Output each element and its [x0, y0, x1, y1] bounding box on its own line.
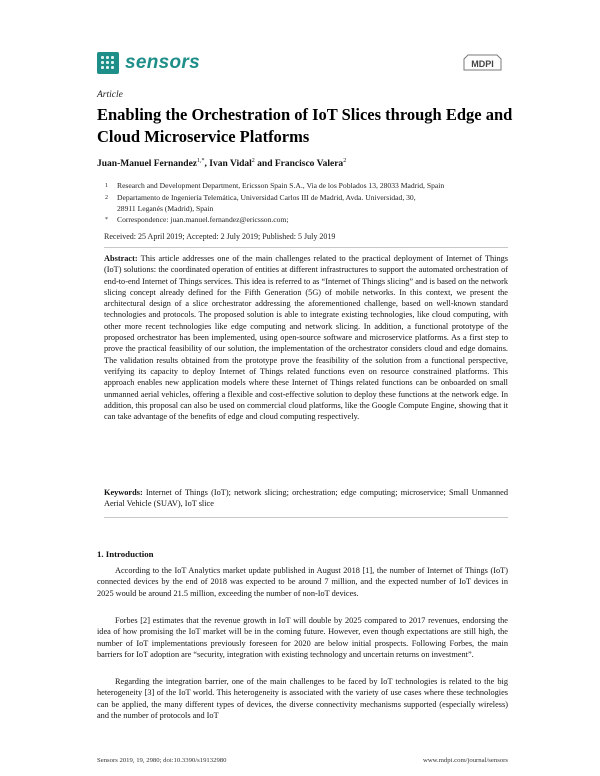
- affiliation-text: Departamento de Ingeniería Telemática, Universidad Carlos III de Madrid, Avda. Universidad, 30,: [117, 193, 416, 202]
- publication-dates: Received: 25 April 2019; Accepted: 2 July 2019; Published: 5 July 2019: [104, 232, 336, 241]
- article-type: Article: [97, 90, 123, 100]
- keywords: [104, 487, 508, 510]
- abstract: [104, 253, 508, 422]
- author-name[interactable]: , Ivan Vidal: [204, 159, 252, 170]
- affiliation-text: Research and Development Department, Ericsson Spain S.A., Via de los Poblados 13, 28033 Madrid, Spain: [117, 181, 445, 190]
- author-name[interactable]: and Francisco Valera: [254, 159, 344, 170]
- body-paragraph: Forbes [2] estimates that the revenue growth in IoT will double by 2025 compared to 2017 revenues, endorsing the idea of how promising the IoT market will be in the coming future. However, even though expectations are still high, the number of IoT implementations previously foreseen for 2020 are below initial prospects. Following Forbes, the main barriers for IoT adoption are “security, integration with existing technology and uncertain returns on investment”.: [97, 616, 508, 659]
- author-affiliation-mark: 2: [251, 158, 255, 164]
- journal-url-link[interactable]: www.mdpi.com/journal/sensors: [422, 757, 508, 764]
- journal-logo-icon: [97, 52, 119, 74]
- affiliation-number: *: [105, 217, 108, 223]
- abstract-text: This article addresses one of the main challenges related to the practical deployment of Internet of Things (IoT) solutions: the coordinated operation of entities at different infrastructures to support the automated orchestration of end-to-end Internet of Things services. This idea is referred to as “Internet of Things slicing” and is based on the network slicing concept already defined for the Fifth Generation (5G) of mobile networks. In this context, we present the architectural design of a slice orchestrator addressing the aforementioned challenge, based on well-known standard technologies and protocols. The proposed solution is able to integrate existing technologies, like cloud computing, with other more recent technologies like edge computing and network slicing. In addition, a functional prototype of the proposed orchestrator has been implemented, using open-source software and microservice platforms. As a first step to prove the practical feasibility of our solution, the implementation of the orchestrator considers cloud and edge domains. The validation results obtained from the prototype prove the feasibility of the solution from a functional perspective, verifying its capacity to deploy Internet of Things related functions even on resource constrained platforms. This approach enables new application models where these Internet of Things related functions can be onboarded on small unmanned aerial vehicles, offering a flexible and cost-effective solution to deploy these functions at the network edge. In addition, this proposal can also be used on commercial cloud platforms, like the Google Compute Engine, showing that it can take advantage of the benefits of edge and cloud computing respectively.: [104, 254, 508, 422]
- keywords-text: Internet of Things (IoT); network slicing; orchestration; edge computing; microservice; Small Unmanned Aerial Vehicle (SUAV), IoT slice: [104, 488, 508, 509]
- author-name[interactable]: Juan-Manuel Fernandez: [97, 159, 198, 170]
- author-list: [97, 158, 346, 169]
- abstract-label: Abstract:: [104, 254, 138, 263]
- citation-footer: Sensors 2019, 19, 2980; doi:10.3390/s19132980: [97, 757, 227, 764]
- mdpi-logo-icon: [462, 52, 503, 72]
- mdpi-logo-text: MDPI: [471, 59, 494, 69]
- journal-name: sensors: [125, 52, 200, 73]
- author-affiliation-mark: 2: [343, 158, 347, 164]
- author-affiliation-mark: 1,*: [197, 158, 205, 164]
- affiliation-number: 1: [105, 183, 108, 189]
- affiliation-text: 28911 Leganés (Madrid), Spain: [117, 204, 214, 213]
- page-title: Enabling the Orchestration of IoT Slices through Edge and Cloud Microservice Platforms: [97, 105, 513, 146]
- correspondence-email-link[interactable]: Correspondence: juan.manuel.fernandez@ericsson.com;: [117, 215, 289, 224]
- affiliation-number: 2: [105, 195, 108, 201]
- body-paragraph: Regarding the integration barrier, one of the main challenges to be faced by IoT technologies is related to the big heterogeneity [3] of the IoT world. This heterogeneity is associated with the variety of use cases where these technologies can be applied, the many different types of devices, the diverse connectivity mechanisms supported (especially wireless) and the number of protocols and IoT: [97, 677, 508, 720]
- divider: [104, 247, 508, 248]
- body-paragraph: According to the IoT Analytics market update published in August 2018 [1], the number of Internet of Things (IoT) connected devices by the end of 2018 was expected to be around 7 million, and the expected number of IoT devices in 2025 would be around 21.5 million, exceeding the number of non-IoT devices.: [97, 566, 508, 598]
- keywords-label: Keywords:: [104, 488, 143, 497]
- section-heading: 1. Introduction: [97, 549, 154, 559]
- divider: [104, 517, 508, 518]
